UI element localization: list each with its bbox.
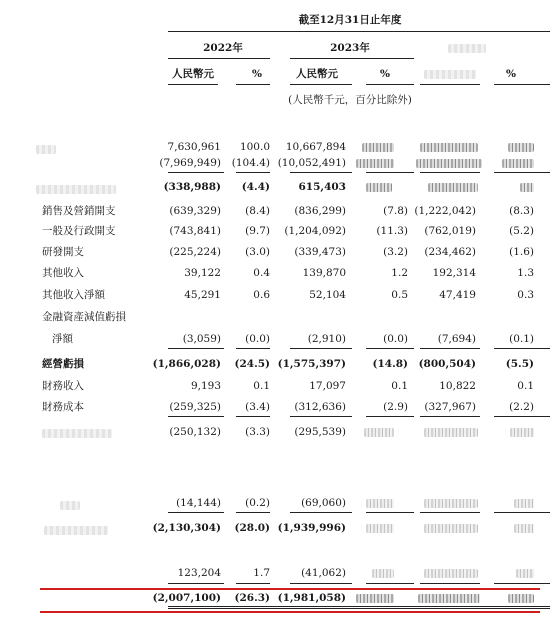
cell-2023-value: (69,060) [301,497,346,509]
cell-2022-pct: (4.4) [241,181,270,193]
col-rule [366,84,414,85]
cell-redacted [364,428,394,437]
cell-2024-value: 47,419 [439,289,476,301]
col-rule [420,583,480,584]
col-rule [290,416,352,417]
col-rule [168,583,224,584]
cell-2022-pct: (28.0) [234,522,270,534]
cell-2022-value: (7,969,949) [159,157,221,169]
cell-redacted [420,143,478,152]
cell-2022-value: (1,866,028) [152,358,221,370]
cell-2022-value: (3,059) [182,333,221,345]
col-rule [420,512,480,513]
col-rule [236,348,270,349]
cell-redacted [362,143,394,152]
cell-2023-value: (10,052,491) [277,157,346,169]
col-rule [494,84,550,85]
cell-2023-value: (1,204,092) [284,225,346,237]
col-rule [366,348,414,349]
col-rule [168,84,218,85]
unit-note: (人民幣千元，百分比除外) [288,94,412,106]
cell-2022-value: 7,630,961 [167,141,221,153]
cell-redacted [424,524,478,533]
cell-2022-value: (338,988) [163,181,221,193]
cell-2023-value: (339,473) [294,246,346,258]
cell-redacted [366,524,394,533]
cell-2023-value: (41,062) [301,567,346,579]
row-label: 其他收入淨額 [42,289,105,301]
col-2023-pct: % [380,68,390,80]
year-2024-header-redacted [448,44,486,53]
cell-2024-value: 10,822 [439,380,476,392]
row-label: 財務收入 [42,380,84,392]
row-label: 經營虧損 [42,358,84,370]
cell-2024-pct: (2.2) [509,401,534,413]
cell-2022-value: (2,130,304) [152,522,221,534]
col-rule [420,348,480,349]
cell-2023-value: 17,097 [309,380,346,392]
cell-2023-pct: (3.2) [383,246,408,258]
cell-2022-pct: 0.1 [253,380,270,392]
row-label: 淨額 [52,333,73,345]
col-rule [290,348,352,349]
cell-2022-pct: (0.2) [245,497,270,509]
cell-2024-pct: (0.1) [509,333,534,345]
cell-2022-pct: 0.4 [253,267,270,279]
row-label-redacted [42,429,112,438]
cell-redacted [510,428,534,437]
row-label-redacted [36,145,56,154]
cell-redacted [514,499,534,508]
cell-2023-value: (836,299) [294,205,346,217]
col-rule [168,172,224,173]
cell-redacted [508,594,534,603]
cell-2024-value: (1,222,042) [414,205,476,217]
cell-2023-pct: 1.2 [391,267,408,279]
col-rule [420,416,480,417]
cell-redacted [418,594,480,603]
year-2023-header: 2023年 [330,42,370,54]
cell-2022-value: (743,841) [169,225,221,237]
col-rule [236,512,270,513]
cell-redacted [520,183,534,192]
period-header: 截至12月31日止年度 [298,14,402,26]
cell-2024-pct: (1.6) [509,246,534,258]
col-rule [168,512,224,513]
row-label: 金融資產減值虧損 [42,311,126,323]
total-double-rule [168,608,550,609]
col-rule [236,583,270,584]
cell-2022-pct: (104.4) [231,157,270,169]
cell-redacted [502,159,534,168]
col-rule [168,416,224,417]
cell-2023-value: (2,910) [307,333,346,345]
cell-2024-pct: (5.5) [505,358,534,370]
cell-2023-pct: 0.5 [391,289,408,301]
cell-redacted [366,499,394,508]
cell-2022-value: 39,122 [184,267,221,279]
cell-2022-value: 123,204 [177,567,221,579]
cell-2024-value: (7,694) [437,333,476,345]
cell-2023-value: (312,636) [294,401,346,413]
cell-2023-value: (1,981,058) [277,592,346,604]
col-rule [366,172,414,173]
cell-2022-pct: 0.6 [253,289,270,301]
col-rule [420,172,480,173]
row-label: 研發開支 [42,246,84,258]
col-rule [494,416,550,417]
cell-redacted [424,499,478,508]
cell-redacted [424,569,478,578]
cell-2022-pct: 100.0 [239,141,270,153]
col-rule [494,348,550,349]
cell-redacted [508,143,534,152]
col-2024-rmb-redacted [424,70,476,79]
cell-2022-pct: (26.3) [234,592,270,604]
col-rule [494,512,550,513]
cell-2022-value: (2,007,100) [152,592,221,604]
cell-2022-pct: (24.5) [234,358,270,370]
cell-2024-value: (762,019) [424,225,476,237]
row-label: 其他收入 [42,267,84,279]
cell-2023-pct: (7.8) [383,205,408,217]
cell-2022-pct: (8.4) [245,205,270,217]
col-2023-rmb: 人民幣元 [296,68,338,80]
cell-2024-value: (327,967) [424,401,476,413]
col-2022-rmb: 人民幣元 [172,68,214,80]
cell-redacted [366,183,392,192]
col-2022-pct: % [252,68,262,80]
cell-2023-value: (1,939,996) [277,522,346,534]
cell-2024-pct: 0.3 [517,289,534,301]
col-rule [236,84,270,85]
cell-2023-value: 10,667,894 [285,141,346,153]
cell-redacted [356,594,394,603]
cell-2022-value: (250,132) [169,426,221,438]
cell-2024-pct: 1.3 [517,267,534,279]
cell-2023-pct: 0.1 [391,380,408,392]
col-rule [236,416,270,417]
year-2022-rule [168,58,270,59]
cell-2022-value: (639,329) [169,205,221,217]
col-rule [494,172,550,173]
header-rule [168,31,550,32]
cell-2022-pct: 1.7 [253,567,270,579]
col-rule [366,583,414,584]
cell-2023-pct: (0.0) [383,333,408,345]
cell-redacted [372,569,394,578]
col-rule [236,172,270,173]
cell-2024-value: (800,504) [418,358,476,370]
row-label-redacted [44,526,108,535]
col-rule [290,84,352,85]
total-double-rule [168,606,550,607]
cell-2022-value: (225,224) [169,246,221,258]
row-label: 一般及行政開支 [42,225,116,237]
row-label-redacted [36,185,116,194]
year-2023-rule [290,58,414,59]
cell-redacted [428,183,478,192]
col-rule [494,583,550,584]
cell-2022-pct: (3.3) [245,426,270,438]
cell-2023-value: 52,104 [309,289,346,301]
col-rule [168,348,224,349]
cell-2023-pct: (14.8) [372,358,408,370]
cell-2024-pct: 0.1 [517,380,534,392]
cell-2023-pct: (11.3) [376,225,408,237]
col-rule [366,416,414,417]
highlight-underline-top [40,588,540,590]
cell-redacted [516,569,534,578]
cell-2023-pct: (2.9) [383,401,408,413]
cell-2024-pct: (8.3) [509,205,534,217]
col-rule [366,512,414,513]
cell-redacted [514,524,534,533]
row-label-redacted [60,501,80,510]
cell-2023-value: 139,870 [302,267,346,279]
cell-2024-pct: (5.2) [509,225,534,237]
cell-2023-value: (1,575,397) [277,358,346,370]
cell-redacted [356,159,394,168]
col-rule [290,512,352,513]
col-rule [290,172,352,173]
cell-2022-pct: (0.0) [245,333,270,345]
cell-2022-value: (259,325) [169,401,221,413]
cell-2024-value: 192,314 [432,267,476,279]
cell-2023-value: (295,539) [294,426,346,438]
cell-2022-value: 9,193 [190,380,221,392]
cell-redacted [416,159,482,168]
row-label: 銷售及營銷開支 [42,205,116,217]
col-2024-pct: % [506,68,516,80]
cell-2024-value: (234,462) [424,246,476,258]
col-rule [290,583,352,584]
cell-2022-value: (14,144) [176,497,221,509]
row-label: 財務成本 [42,401,84,413]
cell-2022-pct: (3.0) [245,246,270,258]
highlight-underline-bottom [40,611,540,613]
cell-2023-value: 615,403 [298,181,346,193]
cell-2022-value: 45,291 [184,289,221,301]
cell-2022-pct: (3.4) [245,401,270,413]
col-rule [420,84,480,85]
cell-2022-pct: (9.7) [245,225,270,237]
cell-redacted [424,428,478,437]
year-2022-header: 2022年 [203,42,243,54]
